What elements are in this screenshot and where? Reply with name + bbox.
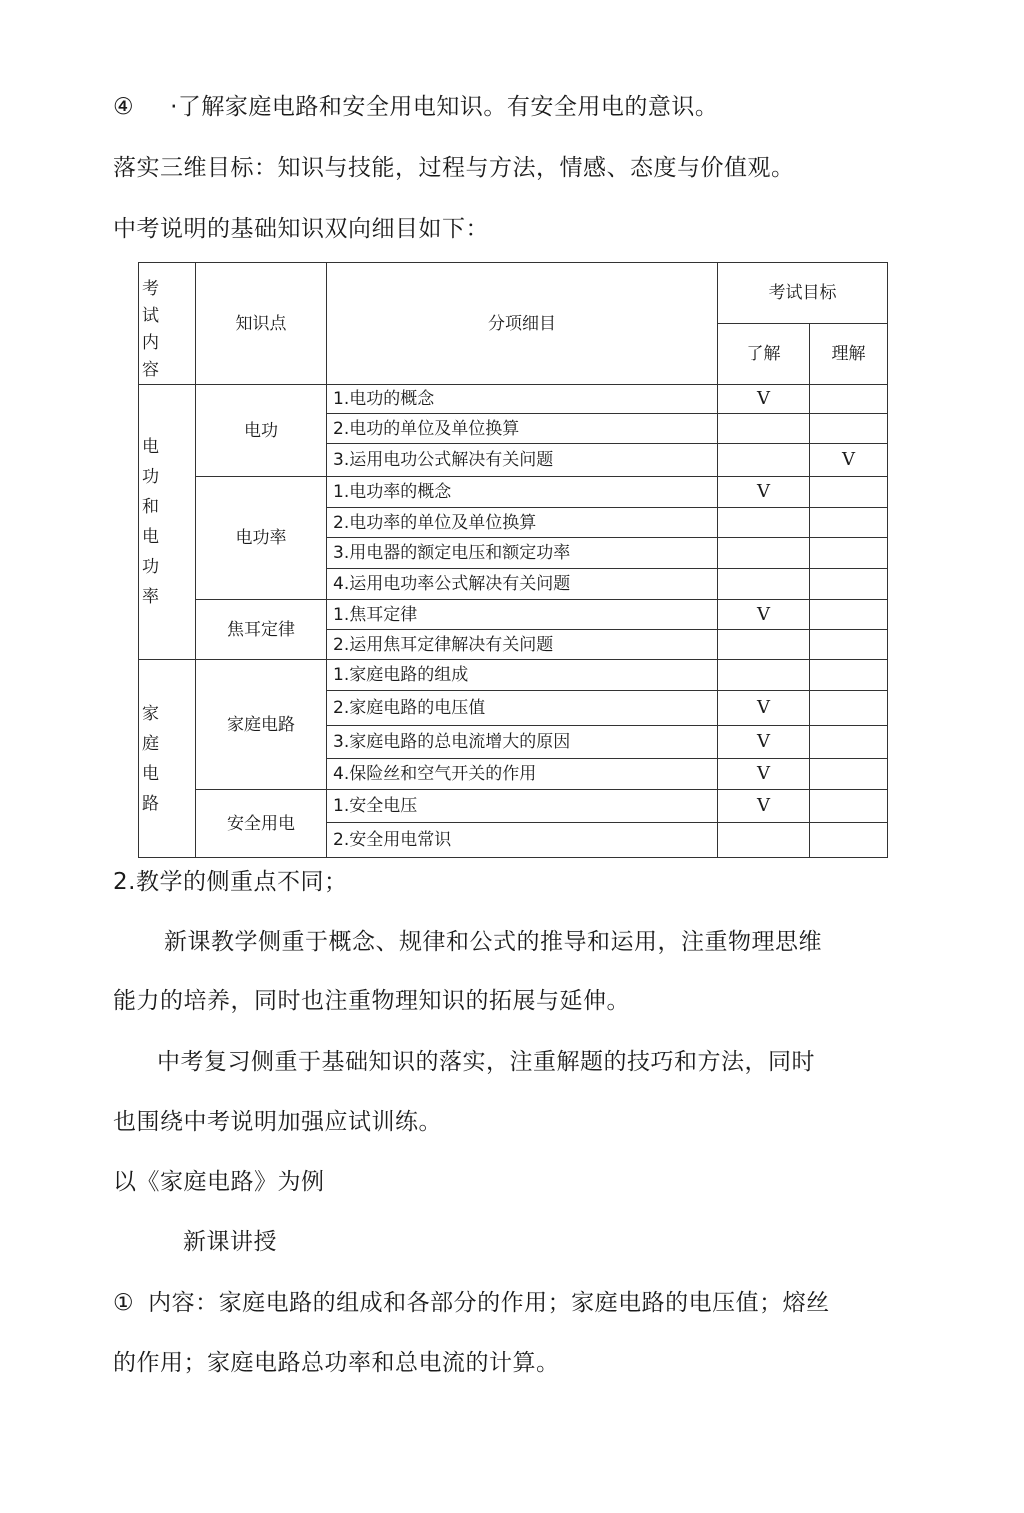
knowledge-table <box>138 262 888 858</box>
understand-check <box>718 569 810 600</box>
header-detail: 分项细目 <box>327 263 718 385</box>
header-comprehend: 理解 <box>810 324 888 385</box>
comprehend-check <box>810 630 888 660</box>
knowledge-table-body <box>139 263 888 858</box>
understand-check: V <box>718 600 810 630</box>
paragraph-2-line-1: 中考复习侧重于基础知识的落实，注重解题的技巧和方法，同时 <box>157 1049 815 1075</box>
knowledge-point-cell: 安全用电 <box>196 790 327 858</box>
objective-marker: ④ <box>113 94 135 120</box>
detail-cell: 2.安全用电常识 <box>327 823 718 858</box>
comprehend-check: V <box>810 444 888 477</box>
knowledge-point-cell: 家庭电路 <box>196 660 327 790</box>
detail-cell: 4.保险丝和空气开关的作用 <box>327 759 718 790</box>
table-row <box>139 660 888 691</box>
section-2-heading: 2.教学的侧重点不同； <box>113 869 348 895</box>
understand-check <box>718 508 810 538</box>
category-cell: 家 庭 电 路 <box>139 660 196 858</box>
detail-cell: 2.运用焦耳定律解决有关问题 <box>327 630 718 660</box>
comprehend-check <box>810 508 888 538</box>
table-row <box>139 477 888 508</box>
detail-cell: 3.家庭电路的总电流增大的原因 <box>327 726 718 759</box>
comprehend-check <box>810 538 888 569</box>
table-row <box>139 790 888 823</box>
knowledge-point-cell: 电功率 <box>196 477 327 600</box>
paragraph-2-line-2: 也围绕中考说明加强应试训练。 <box>113 1109 442 1135</box>
content-line-2: 的作用；家庭电路总功率和总电流的计算。 <box>113 1350 560 1376</box>
comprehend-check <box>810 691 888 726</box>
comprehend-check <box>810 414 888 444</box>
knowledge-point-cell: 焦耳定律 <box>196 600 327 660</box>
comprehend-check <box>810 385 888 414</box>
understand-check: V <box>718 759 810 790</box>
detail-cell: 3.用电器的额定电压和额定功率 <box>327 538 718 569</box>
comprehend-check <box>810 569 888 600</box>
detail-cell: 1.电功的概念 <box>327 385 718 414</box>
comprehend-check <box>810 600 888 630</box>
table-header-row <box>139 263 888 324</box>
paragraph-1-line-1: 新课教学侧重于概念、规律和公式的推导和运用，注重物理思维 <box>164 929 822 955</box>
comprehend-check <box>810 823 888 858</box>
detail-cell: 2.电功的单位及单位换算 <box>327 414 718 444</box>
objective-line <box>113 92 718 122</box>
understand-check <box>718 630 810 660</box>
detail-cell: 2.电功率的单位及单位换算 <box>327 508 718 538</box>
header-exam-content: 考 试 内 容 <box>139 263 196 385</box>
understand-check <box>718 444 810 477</box>
understand-check <box>718 414 810 444</box>
paragraph-1-line-2: 能力的培养，同时也注重物理知识的拓展与延伸。 <box>113 988 630 1014</box>
understand-check <box>718 660 810 691</box>
detail-cell: 2.家庭电路的电压值 <box>327 691 718 726</box>
content-text: 内容：家庭电路的组成和各部分的作用；家庭电路的电压值；熔丝 <box>148 1290 830 1316</box>
detail-cell: 3.运用电功公式解决有关问题 <box>327 444 718 477</box>
category-cell: 电 功 和 电 功 率 <box>139 385 196 660</box>
comprehend-check <box>810 790 888 823</box>
comprehend-check <box>810 660 888 691</box>
understand-check <box>718 538 810 569</box>
understand-check: V <box>718 477 810 508</box>
detail-cell: 4.运用电功率公式解决有关问题 <box>327 569 718 600</box>
content-line-1 <box>113 1288 830 1318</box>
header-understand: 了解 <box>718 324 810 385</box>
header-knowledge-point: 知识点 <box>196 263 327 385</box>
knowledge-point-cell: 电功 <box>196 385 327 477</box>
understand-check <box>718 823 810 858</box>
example-heading: 以《家庭电路》为例 <box>113 1169 325 1195</box>
three-dimension-goals: 落实三维目标：知识与技能，过程与方法，情感、态度与价值观。 <box>113 155 795 181</box>
understand-check: V <box>718 790 810 823</box>
table-row <box>139 385 888 414</box>
understand-check: V <box>718 385 810 414</box>
table-row <box>139 600 888 630</box>
new-class-heading: 新课讲授 <box>183 1229 277 1255</box>
detail-cell: 1.家庭电路的组成 <box>327 660 718 691</box>
comprehend-check <box>810 726 888 759</box>
detail-cell: 1.焦耳定律 <box>327 600 718 630</box>
detail-cell: 1.安全电压 <box>327 790 718 823</box>
detail-cell: 1.电功率的概念 <box>327 477 718 508</box>
understand-check: V <box>718 726 810 759</box>
understand-check: V <box>718 691 810 726</box>
comprehend-check <box>810 477 888 508</box>
content-marker: ① <box>113 1290 135 1316</box>
comprehend-check <box>810 759 888 790</box>
table-intro: 中考说明的基础知识双向细目如下： <box>113 216 489 242</box>
objective-text: ·了解家庭电路和安全用电知识。有安全用电的意识。 <box>170 94 719 120</box>
header-exam-goal: 考试目标 <box>718 263 888 324</box>
